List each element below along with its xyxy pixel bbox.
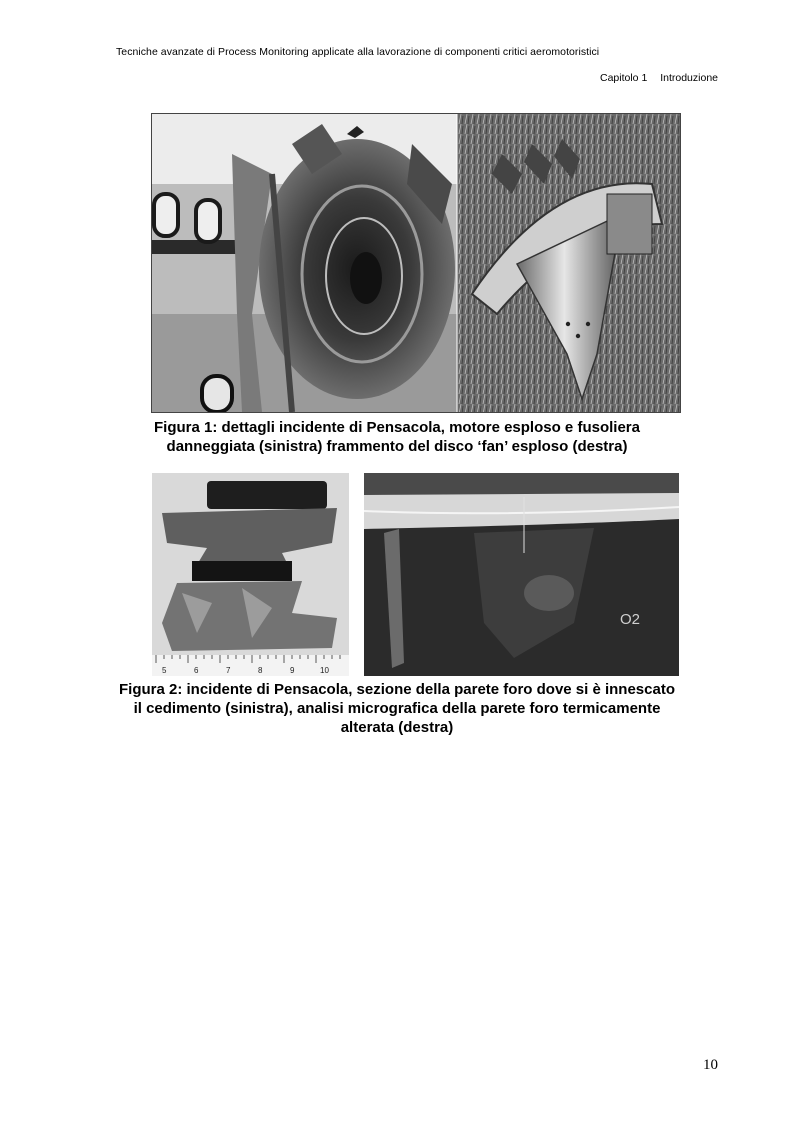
running-header-title: Tecniche avanzate di Process Monitoring applicate alla lavorazione di componenti critici aeromotoristici — [116, 46, 600, 58]
ruler-label: 9 — [290, 666, 295, 675]
ruler-label: 5 — [162, 666, 167, 675]
chapter-name: Introduzione — [660, 72, 718, 84]
ruler-label: 7 — [226, 666, 231, 675]
page-number: 10 — [703, 1057, 718, 1073]
ruler-label: 8 — [258, 666, 263, 675]
caption-line: alterata (destra) — [340, 719, 454, 736]
micrograph-label: O2 — [620, 611, 641, 628]
caption-line: Figura 1: dettagli incidente di Pensacola, motore esploso e fusoliera — [154, 419, 640, 436]
figure-2-caption — [0, 680, 794, 737]
ruler-label: 10 — [320, 666, 329, 675]
ruler-label: 6 — [194, 666, 199, 675]
figure-1-photo — [151, 113, 681, 413]
chapter-number: Capitolo 1 — [600, 72, 648, 84]
figure-2-micrograph — [364, 473, 679, 676]
caption-line: danneggiata (sinistra) frammento del disco ‘fan’ esploso (destra) — [166, 438, 628, 455]
figure-1-caption — [0, 418, 794, 456]
caption-line: il cedimento (sinistra), analisi micrografica della parete foro termicamente — [133, 700, 661, 717]
running-header-chapter — [600, 72, 718, 84]
caption-line: Figura 2: incidente di Pensacola, sezione della parete foro dove si è innescato — [119, 681, 675, 698]
engine-photo — [152, 114, 457, 412]
figure-2-section-photo — [152, 473, 349, 676]
fan-disk-fragment-photo — [457, 114, 680, 412]
